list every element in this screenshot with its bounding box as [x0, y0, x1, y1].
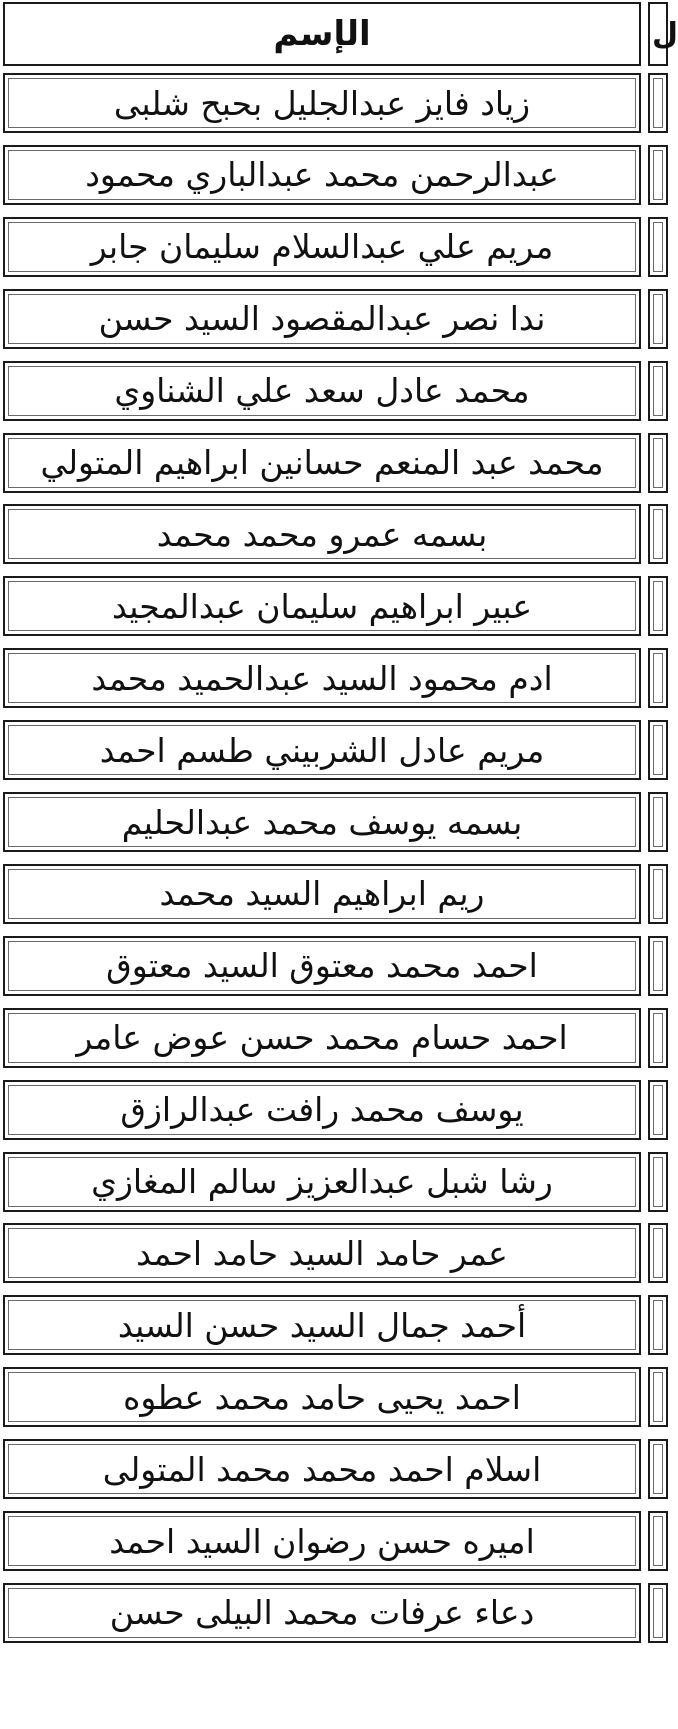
student-name: يوسف محمد رافت عبدالرازق [120, 1090, 524, 1130]
side-cell [648, 1583, 668, 1643]
table-row [0, 1218, 658, 1288]
table-row [0, 428, 658, 498]
table-row [0, 1434, 658, 1504]
name-cell [3, 1080, 641, 1140]
name-cell [3, 1439, 641, 1499]
table-row [0, 1290, 658, 1360]
side-cell [648, 217, 668, 277]
side-cell [648, 1367, 668, 1427]
side-cell [648, 864, 668, 924]
name-cell [3, 576, 641, 636]
side-cell [648, 1152, 668, 1212]
name-cell [3, 145, 641, 205]
name-column-header [3, 2, 641, 66]
student-name: ندا نصر عبدالمقصود السيد حسن [98, 299, 546, 339]
side-cell [648, 648, 668, 708]
name-cell [3, 504, 641, 564]
table-row [0, 1578, 658, 1648]
name-cell [3, 73, 641, 133]
student-name: احمد حسام محمد حسن عوض عامر [76, 1018, 568, 1058]
table-row [0, 499, 658, 569]
student-name: عمر حامد السيد حامد احمد [136, 1233, 508, 1273]
student-name: محمد عادل سعد علي الشناوي [114, 371, 530, 411]
table-row [0, 212, 658, 282]
table-row [0, 571, 658, 641]
side-cell [648, 289, 668, 349]
name-cell [3, 217, 641, 277]
name-cell [3, 433, 641, 493]
table-row [0, 1075, 658, 1145]
side-column-header [648, 2, 678, 66]
table-row [0, 859, 658, 929]
name-cell [3, 1367, 641, 1427]
student-name: مريم عادل الشربيني طسم احمد [99, 730, 545, 770]
table-row [0, 643, 658, 713]
name-cell [3, 1295, 641, 1355]
side-cell [648, 361, 668, 421]
table-row [0, 284, 658, 354]
side-cell [648, 576, 668, 636]
side-cell [648, 720, 668, 780]
name-cell [3, 936, 641, 996]
table-row [0, 356, 658, 426]
name-cell [3, 792, 641, 852]
name-cell [3, 1152, 641, 1212]
side-cell [648, 1080, 668, 1140]
side-cell [648, 433, 668, 493]
side-cell [648, 1295, 668, 1355]
name-cell [3, 1008, 641, 1068]
table-row [0, 1003, 658, 1073]
name-cell [3, 361, 641, 421]
name-cell [3, 1511, 641, 1571]
table-row [0, 68, 658, 138]
table-row [0, 1362, 658, 1432]
side-cell [648, 1223, 668, 1283]
side-cell [648, 73, 668, 133]
table-header-row [0, 0, 678, 68]
side-cell [648, 145, 668, 205]
student-name: دعاء عرفات محمد البيلى حسن [109, 1593, 535, 1633]
student-name: اسلام احمد محمد محمد المتولى [102, 1449, 542, 1489]
student-name: بسمه عمرو محمد محمد [156, 514, 488, 554]
name-cell [3, 1223, 641, 1283]
student-name: ادم محمود السيد عبدالحميد محمد [91, 658, 553, 698]
table-row [0, 715, 658, 785]
side-cell [648, 936, 668, 996]
student-name: رشا شبل عبدالعزيز سالم المغازي [91, 1162, 553, 1201]
table-row [0, 1147, 658, 1217]
side-cell [648, 1439, 668, 1499]
side-column-header-fragment: ل [652, 16, 678, 52]
side-cell [648, 1008, 668, 1068]
name-cell [3, 864, 641, 924]
side-cell [648, 504, 668, 564]
student-name: محمد عبد المنعم حسانين ابراهيم المتولي [40, 443, 604, 482]
table-row [0, 931, 658, 1001]
student-name: احمد محمد معتوق السيد معتوق [106, 946, 538, 986]
name-cell [3, 720, 641, 780]
student-name: زياد فايز عبدالجليل بحبح شلبى [113, 83, 531, 123]
student-name: أحمد جمال السيد حسن السيد [117, 1305, 527, 1345]
student-name: عبدالرحمن محمد عبدالباري محمود [85, 155, 559, 195]
student-name: بسمه يوسف محمد عبدالحليم [121, 802, 523, 842]
name-cell [3, 289, 641, 349]
student-name: احمد يحيى حامد محمد عطوه [123, 1377, 521, 1417]
name-cell [3, 1583, 641, 1643]
side-cell [648, 792, 668, 852]
name-column-header-label: الإسم [273, 14, 371, 54]
table-row [0, 787, 658, 857]
student-name: اميره حسن رضوان السيد احمد [109, 1521, 535, 1561]
student-name: ريم ابراهيم السيد محمد [159, 874, 485, 914]
table-row [0, 1506, 658, 1576]
table-row [0, 140, 658, 210]
student-name: مريم علي عبدالسلام سليمان جابر [90, 227, 554, 267]
name-cell [3, 648, 641, 708]
student-name: عبير ابراهيم سليمان عبدالمجيد [111, 586, 533, 626]
side-cell [648, 1511, 668, 1571]
